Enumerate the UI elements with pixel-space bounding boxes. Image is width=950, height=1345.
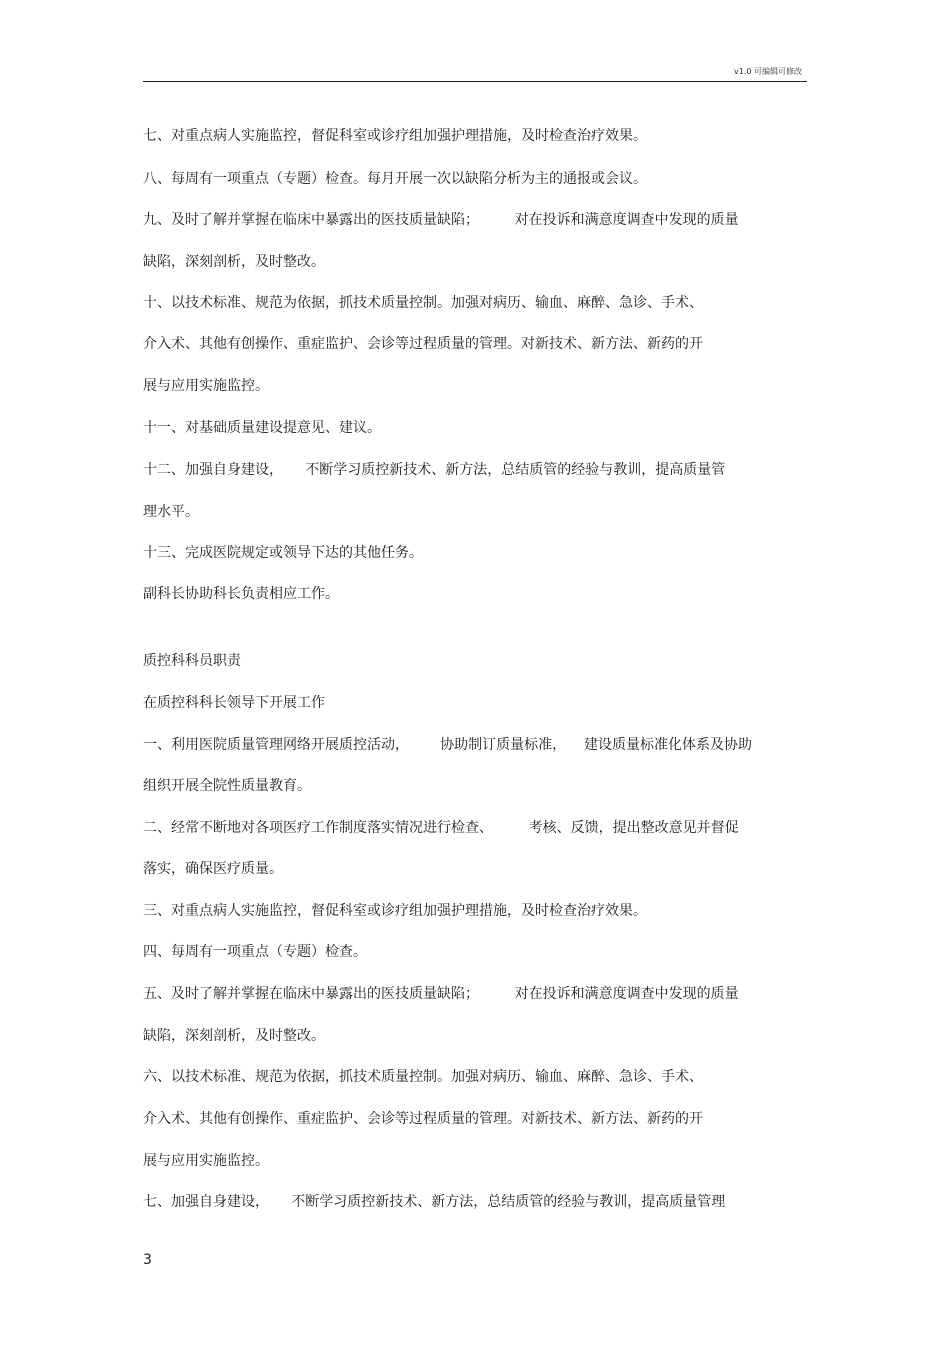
text-line: 十、以技术标准、规范为依据，抓技术质量控制。加强对病历、输血、麻醉、急诊、手术、 [143,295,703,311]
text-line: 组织开展全院性质量教育。 [143,778,311,794]
text-line: 八、每周有一项重点（专题）检查。每月开展一次以缺陷分析为主的通报或会议。 [143,171,647,187]
text-line: 四、每周有一项重点（专题）检查。 [143,944,367,960]
text-line: 副科长协助科长负责相应工作。 [143,586,339,602]
text-line: 十三、完成医院规定或领导下达的其他任务。 [143,545,423,561]
text-line: 九、及时了解并掌握在临床中暴露出的医技质量缺陷； 对在投诉和满意度调查中发现的质量 [143,212,739,228]
text-line: 十一、对基础质量建设提意见、建议。 [143,420,381,436]
section-subtitle: 在质控科科长领导下开展工作 [143,695,325,711]
text-line: 落实，确保医疗质量。 [143,861,283,877]
header-divider [143,81,807,82]
text-line: 展与应用实施监控。 [143,1153,269,1169]
text-line: 二、经常不断地对各项医疗工作制度落实情况进行检查、 考核、反馈，提出整改意见并督促 [143,820,739,836]
text-line: 三、对重点病人实施监控，督促科室或诊疗组加强护理措施，及时检查治疗效果。 [143,903,647,919]
text-line: 缺陷，深刻剖析，及时整改。 [143,254,325,270]
section-title: 质控科科员职责 [143,653,241,669]
text-line: 展与应用实施监控。 [143,378,269,394]
text-line: 五、及时了解并掌握在临床中暴露出的医技质量缺陷； 对在投诉和满意度调查中发现的质量 [143,986,739,1002]
text-line: 介入术、其他有创操作、重症监护、会诊等过程质量的管理。对新技术、新方法、新药的开 [143,1111,703,1127]
text-line: 一、利用医院质量管理网络开展质控活动， 协助制订质量标准， 建设质量标准化体系及协助 [143,737,752,753]
text-line: 六、以技术标准、规范为依据，抓技术质量控制。加强对病历、输血、麻醉、急诊、手术、 [143,1069,703,1085]
page-number: 3 [143,1252,152,1268]
text-line: 理水平。 [143,504,199,520]
text-line: 七、对重点病人实施监控，督促科室或诊疗组加强护理措施，及时检查治疗效果。 [143,128,647,144]
text-line: 十二、加强自身建设， 不断学习质控新技术、新方法，总结质管的经验与教训，提高质量管 [143,462,726,478]
header-version-note: v1.0 可编辑可修改 [734,67,802,76]
text-line: 介入术、其他有创操作、重症监护、会诊等过程质量的管理。对新技术、新方法、新药的开 [143,336,703,352]
text-line: 七、加强自身建设， 不断学习质控新技术、新方法，总结质管的经验与教训，提高质量管理 [143,1194,726,1210]
text-line: 缺陷，深刻剖析，及时整改。 [143,1028,325,1044]
